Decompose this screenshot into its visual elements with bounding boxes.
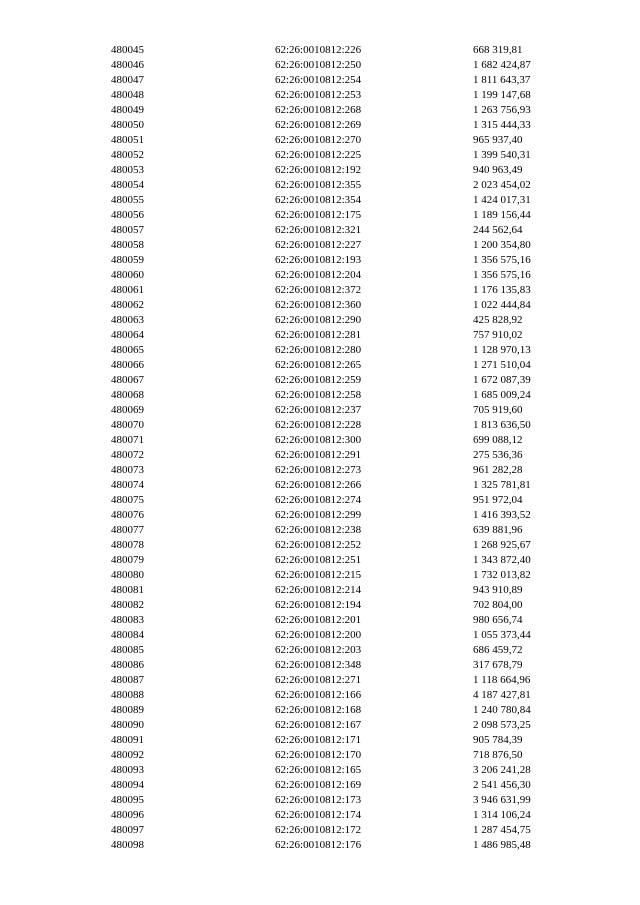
cadastral-number-cell: 62:26:0010812:204: [275, 269, 362, 281]
row-number-cell: 480061: [111, 284, 144, 296]
row-number-cell: 480068: [111, 389, 144, 401]
cadastral-number-cell: 62:26:0010812:355: [275, 179, 362, 191]
cadastral-number-cell: 62:26:0010812:193: [275, 254, 362, 266]
row-number-cell: 480054: [111, 179, 144, 191]
table-row: [111, 433, 551, 448]
table-row: [111, 358, 551, 373]
table-row: [111, 268, 551, 283]
row-number-cell: 480093: [111, 764, 144, 776]
cadastral-number-cell: 62:26:0010812:360: [275, 299, 362, 311]
cadastral-number-cell: 62:26:0010812:192: [275, 164, 362, 176]
cadastral-number-cell: 62:26:0010812:176: [275, 839, 362, 851]
value-cell: 317 678,79: [473, 659, 523, 671]
table-row: [111, 58, 551, 73]
row-number-cell: 480086: [111, 659, 144, 671]
cadastral-number-cell: 62:26:0010812:274: [275, 494, 362, 506]
table-row: [111, 598, 551, 613]
row-number-cell: 480060: [111, 269, 144, 281]
value-cell: 1 343 872,40: [473, 554, 531, 566]
value-cell: 1 732 013,82: [473, 569, 531, 581]
table-row: [111, 148, 551, 163]
value-cell: 2 098 573,25: [473, 719, 531, 731]
value-cell: 961 282,28: [473, 464, 523, 476]
cadastral-number-cell: 62:26:0010812:372: [275, 284, 362, 296]
table-row: [111, 103, 551, 118]
value-cell: 2 023 454,02: [473, 179, 531, 191]
cadastral-number-cell: 62:26:0010812:174: [275, 809, 362, 821]
table-row: [111, 703, 551, 718]
cadastral-number-cell: 62:26:0010812:237: [275, 404, 362, 416]
table-row: [111, 748, 551, 763]
cadastral-number-cell: 62:26:0010812:271: [275, 674, 362, 686]
value-cell: 1 263 756,93: [473, 104, 531, 116]
table-row: [111, 838, 551, 853]
row-number-cell: 480081: [111, 584, 144, 596]
row-number-cell: 480069: [111, 404, 144, 416]
value-cell: 1 356 575,16: [473, 269, 531, 281]
cadastral-number-cell: 62:26:0010812:227: [275, 239, 362, 251]
table-row: [111, 238, 551, 253]
cadastral-number-cell: 62:26:0010812:201: [275, 614, 362, 626]
value-cell: 1 022 444,84: [473, 299, 531, 311]
value-cell: 943 910,89: [473, 584, 523, 596]
row-number-cell: 480073: [111, 464, 144, 476]
table-row: [111, 163, 551, 178]
row-number-cell: 480048: [111, 89, 144, 101]
valuation-table: [111, 43, 551, 853]
row-number-cell: 480051: [111, 134, 144, 146]
cadastral-number-cell: 62:26:0010812:259: [275, 374, 362, 386]
value-cell: 1 055 373,44: [473, 629, 531, 641]
cadastral-number-cell: 62:26:0010812:169: [275, 779, 362, 791]
value-cell: 3 206 241,28: [473, 764, 531, 776]
row-number-cell: 480053: [111, 164, 144, 176]
table-row: [111, 298, 551, 313]
cadastral-number-cell: 62:26:0010812:269: [275, 119, 362, 131]
row-number-cell: 480052: [111, 149, 144, 161]
value-cell: 965 937,40: [473, 134, 523, 146]
row-number-cell: 480085: [111, 644, 144, 656]
value-cell: 1 128 970,13: [473, 344, 531, 356]
row-number-cell: 480071: [111, 434, 144, 446]
cadastral-number-cell: 62:26:0010812:290: [275, 314, 362, 326]
cadastral-number-cell: 62:26:0010812:266: [275, 479, 362, 491]
row-number-cell: 480070: [111, 419, 144, 431]
cadastral-number-cell: 62:26:0010812:270: [275, 134, 362, 146]
value-cell: 980 656,74: [473, 614, 523, 626]
value-cell: 702 804,00: [473, 599, 523, 611]
row-number-cell: 480046: [111, 59, 144, 71]
table-row: [111, 718, 551, 733]
cadastral-number-cell: 62:26:0010812:300: [275, 434, 362, 446]
table-row: [111, 373, 551, 388]
value-cell: 1 416 393,52: [473, 509, 531, 521]
row-number-cell: 480059: [111, 254, 144, 266]
row-number-cell: 480049: [111, 104, 144, 116]
cadastral-number-cell: 62:26:0010812:171: [275, 734, 362, 746]
table-row: [111, 553, 551, 568]
table-row: [111, 568, 551, 583]
cadastral-number-cell: 62:26:0010812:226: [275, 44, 362, 56]
table-row: [111, 403, 551, 418]
row-number-cell: 480080: [111, 569, 144, 581]
value-cell: 905 784,39: [473, 734, 523, 746]
value-cell: 1 287 454,75: [473, 824, 531, 836]
row-number-cell: 480079: [111, 554, 144, 566]
row-number-cell: 480062: [111, 299, 144, 311]
table-row: [111, 493, 551, 508]
table-row: [111, 208, 551, 223]
cadastral-number-cell: 62:26:0010812:299: [275, 509, 362, 521]
cadastral-number-cell: 62:26:0010812:281: [275, 329, 362, 341]
value-cell: 3 946 631,99: [473, 794, 531, 806]
table-row: [111, 463, 551, 478]
table-row: [111, 313, 551, 328]
table-row: [111, 673, 551, 688]
value-cell: 275 536,36: [473, 449, 523, 461]
table-row: [111, 343, 551, 358]
cadastral-number-cell: 62:26:0010812:348: [275, 659, 362, 671]
row-number-cell: 480089: [111, 704, 144, 716]
table-row: [111, 223, 551, 238]
row-number-cell: 480045: [111, 44, 144, 56]
cadastral-number-cell: 62:26:0010812:238: [275, 524, 362, 536]
row-number-cell: 480098: [111, 839, 144, 851]
value-cell: 699 088,12: [473, 434, 523, 446]
row-number-cell: 480083: [111, 614, 144, 626]
table-row: [111, 418, 551, 433]
table-row: [111, 793, 551, 808]
row-number-cell: 480090: [111, 719, 144, 731]
row-number-cell: 480088: [111, 689, 144, 701]
value-cell: 244 562,64: [473, 224, 523, 236]
cadastral-number-cell: 62:26:0010812:166: [275, 689, 362, 701]
table-row: [111, 283, 551, 298]
value-cell: 425 828,92: [473, 314, 523, 326]
row-number-cell: 480096: [111, 809, 144, 821]
table-row: [111, 628, 551, 643]
row-number-cell: 480095: [111, 794, 144, 806]
row-number-cell: 480064: [111, 329, 144, 341]
value-cell: 2 541 456,30: [473, 779, 531, 791]
value-cell: 1 268 925,67: [473, 539, 531, 551]
cadastral-number-cell: 62:26:0010812:258: [275, 389, 362, 401]
table-row: [111, 448, 551, 463]
cadastral-number-cell: 62:26:0010812:251: [275, 554, 362, 566]
cadastral-number-cell: 62:26:0010812:170: [275, 749, 362, 761]
value-cell: 940 963,49: [473, 164, 523, 176]
cadastral-number-cell: 62:26:0010812:173: [275, 794, 362, 806]
value-cell: 1 118 664,96: [473, 674, 531, 686]
cadastral-number-cell: 62:26:0010812:291: [275, 449, 362, 461]
row-number-cell: 480082: [111, 599, 144, 611]
row-number-cell: 480075: [111, 494, 144, 506]
table-row: [111, 538, 551, 553]
value-cell: 1 271 510,04: [473, 359, 531, 371]
value-cell: 1 189 156,44: [473, 209, 531, 221]
value-cell: 1 399 540,31: [473, 149, 531, 161]
value-cell: 1 315 444,33: [473, 119, 531, 131]
value-cell: 1 314 106,24: [473, 809, 531, 821]
row-number-cell: 480067: [111, 374, 144, 386]
cadastral-number-cell: 62:26:0010812:254: [275, 74, 362, 86]
table-row: [111, 733, 551, 748]
value-cell: 1 356 575,16: [473, 254, 531, 266]
cadastral-number-cell: 62:26:0010812:354: [275, 194, 362, 206]
row-number-cell: 480055: [111, 194, 144, 206]
value-cell: 668 319,81: [473, 44, 523, 56]
value-cell: 686 459,72: [473, 644, 523, 656]
table-row: [111, 643, 551, 658]
row-number-cell: 480091: [111, 734, 144, 746]
row-number-cell: 480094: [111, 779, 144, 791]
cadastral-number-cell: 62:26:0010812:252: [275, 539, 362, 551]
table-row: [111, 823, 551, 838]
value-cell: 1 685 009,24: [473, 389, 531, 401]
row-number-cell: 480077: [111, 524, 144, 536]
table-row: [111, 133, 551, 148]
cadastral-number-cell: 62:26:0010812:225: [275, 149, 362, 161]
cadastral-number-cell: 62:26:0010812:203: [275, 644, 362, 656]
table-row: [111, 688, 551, 703]
cadastral-number-cell: 62:26:0010812:321: [275, 224, 362, 236]
table-row: [111, 328, 551, 343]
row-number-cell: 480076: [111, 509, 144, 521]
row-number-cell: 480097: [111, 824, 144, 836]
row-number-cell: 480092: [111, 749, 144, 761]
table-row: [111, 178, 551, 193]
cadastral-number-cell: 62:26:0010812:273: [275, 464, 362, 476]
value-cell: 951 972,04: [473, 494, 523, 506]
table-row: [111, 88, 551, 103]
row-number-cell: 480056: [111, 209, 144, 221]
table-row: [111, 508, 551, 523]
row-number-cell: 480063: [111, 314, 144, 326]
row-number-cell: 480050: [111, 119, 144, 131]
table-row: [111, 388, 551, 403]
row-number-cell: 480058: [111, 239, 144, 251]
value-cell: 1 424 017,31: [473, 194, 531, 206]
value-cell: 1 486 985,48: [473, 839, 531, 851]
value-cell: 1 672 087,39: [473, 374, 531, 386]
cadastral-number-cell: 62:26:0010812:167: [275, 719, 362, 731]
cadastral-number-cell: 62:26:0010812:168: [275, 704, 362, 716]
table-row: [111, 253, 551, 268]
table-row: [111, 658, 551, 673]
cadastral-number-cell: 62:26:0010812:250: [275, 59, 362, 71]
cadastral-number-cell: 62:26:0010812:165: [275, 764, 362, 776]
table-row: [111, 778, 551, 793]
value-cell: 1 811 643,37: [473, 74, 531, 86]
cadastral-number-cell: 62:26:0010812:253: [275, 89, 362, 101]
cadastral-number-cell: 62:26:0010812:280: [275, 344, 362, 356]
row-number-cell: 480065: [111, 344, 144, 356]
cadastral-number-cell: 62:26:0010812:265: [275, 359, 362, 371]
value-cell: 1 240 780,84: [473, 704, 531, 716]
value-cell: 1 813 636,50: [473, 419, 531, 431]
value-cell: 639 881,96: [473, 524, 523, 536]
row-number-cell: 480072: [111, 449, 144, 461]
value-cell: 1 199 147,68: [473, 89, 531, 101]
value-cell: 4 187 427,81: [473, 689, 531, 701]
cadastral-number-cell: 62:26:0010812:200: [275, 629, 362, 641]
table-row: [111, 73, 551, 88]
table-row: [111, 118, 551, 133]
table-row: [111, 43, 551, 58]
table-row: [111, 523, 551, 538]
cadastral-number-cell: 62:26:0010812:215: [275, 569, 362, 581]
table-row: [111, 193, 551, 208]
value-cell: 718 876,50: [473, 749, 523, 761]
cadastral-number-cell: 62:26:0010812:268: [275, 104, 362, 116]
table-row: [111, 808, 551, 823]
table-row: [111, 583, 551, 598]
table-row: [111, 478, 551, 493]
cadastral-number-cell: 62:26:0010812:172: [275, 824, 362, 836]
row-number-cell: 480078: [111, 539, 144, 551]
cadastral-number-cell: 62:26:0010812:214: [275, 584, 362, 596]
row-number-cell: 480084: [111, 629, 144, 641]
cadastral-number-cell: 62:26:0010812:194: [275, 599, 362, 611]
cadastral-number-cell: 62:26:0010812:228: [275, 419, 362, 431]
value-cell: 1 176 135,83: [473, 284, 531, 296]
value-cell: 1 200 354,80: [473, 239, 531, 251]
table-row: [111, 613, 551, 628]
row-number-cell: 480087: [111, 674, 144, 686]
value-cell: 1 325 781,81: [473, 479, 531, 491]
value-cell: 757 910,02: [473, 329, 523, 341]
row-number-cell: 480066: [111, 359, 144, 371]
value-cell: 1 682 424,87: [473, 59, 531, 71]
cadastral-number-cell: 62:26:0010812:175: [275, 209, 362, 221]
row-number-cell: 480047: [111, 74, 144, 86]
table-row: [111, 763, 551, 778]
row-number-cell: 480057: [111, 224, 144, 236]
value-cell: 705 919,60: [473, 404, 523, 416]
row-number-cell: 480074: [111, 479, 144, 491]
